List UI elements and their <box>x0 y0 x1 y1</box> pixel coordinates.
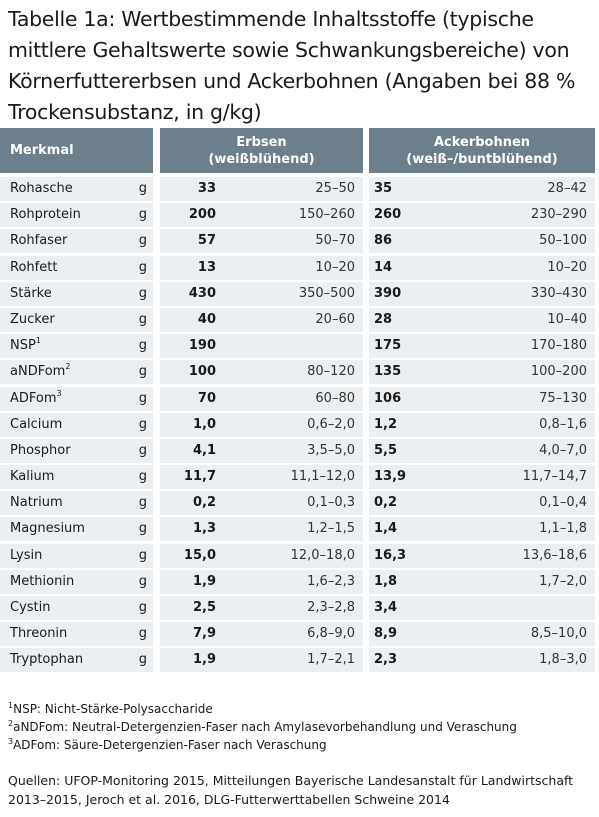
ackerbohnen-mean-text: 135 <box>374 364 402 380</box>
ackerbohnen-mean <box>369 256 419 280</box>
row-unit <box>129 282 153 306</box>
ackerbohnen-range-text: 10–20 <box>547 259 587 275</box>
ackerbohnen-range <box>419 334 595 358</box>
row-unit-text: g <box>138 626 147 642</box>
row-unit-text: g <box>138 469 147 485</box>
footnote-text: aNDFom: Neutral-Detergenzien-Faser nach Amylasevorbehandlung und Veraschung <box>13 720 517 734</box>
footnote-text: ADFom: Säure-Detergenzien-Faser nach Veraschung <box>13 738 327 752</box>
ackerbohnen-range <box>419 308 595 332</box>
erbsen-mean <box>160 491 230 515</box>
erbsen-mean <box>160 282 230 306</box>
row-unit <box>129 648 153 672</box>
row-name <box>0 439 129 463</box>
row-name <box>0 622 129 646</box>
erbsen-range <box>230 517 363 541</box>
erbsen-mean <box>160 517 230 541</box>
row-unit <box>129 256 153 280</box>
row-name <box>0 648 129 672</box>
row-unit <box>129 413 153 437</box>
row-name <box>0 544 129 568</box>
table-row <box>0 203 599 229</box>
erbsen-range-text: 1,6–2,3 <box>307 573 355 589</box>
erbsen-mean <box>160 648 230 672</box>
erbsen-range-text: 10–20 <box>315 259 355 275</box>
erbsen-range-text: 1,2–1,5 <box>307 521 355 537</box>
erbsen-range-text: 150–260 <box>298 207 355 223</box>
row-unit <box>129 570 153 594</box>
erbsen-range-text: 0,6–2,0 <box>307 416 355 432</box>
table-row <box>0 413 599 439</box>
ackerbohnen-range <box>419 648 595 672</box>
row-unit-text: g <box>138 338 147 354</box>
erbsen-range <box>230 439 363 463</box>
ackerbohnen-mean <box>369 413 419 437</box>
row-unit <box>129 544 153 568</box>
erbsen-mean-text: 1,9 <box>192 652 216 668</box>
erbsen-mean <box>160 360 230 384</box>
ackerbohnen-mean <box>369 570 419 594</box>
row-name <box>0 177 129 201</box>
ackerbohnen-mean <box>369 622 419 646</box>
row-name <box>0 387 129 411</box>
row-unit <box>129 334 153 358</box>
erbsen-range-text: 20–60 <box>315 311 355 327</box>
ackerbohnen-range <box>419 491 595 515</box>
row-unit-text: g <box>138 390 147 406</box>
row-name-text: Rohprotein <box>10 207 81 223</box>
ackerbohnen-range <box>419 282 595 306</box>
ackerbohnen-mean <box>369 439 419 463</box>
erbsen-mean-text: 1,0 <box>192 416 216 432</box>
row-name-text: NSP <box>10 338 36 354</box>
row-unit <box>129 439 153 463</box>
erbsen-range-text: 1,7–2,1 <box>307 652 355 668</box>
row-name-text: Magnesium <box>10 521 85 537</box>
ackerbohnen-range-text: 0,1–0,4 <box>539 495 587 511</box>
row-name <box>0 229 129 253</box>
table-row <box>0 308 599 334</box>
row-unit-text: g <box>138 652 147 668</box>
footnote-text: NSP: Nicht-Stärke-Polysaccharide <box>13 702 213 716</box>
row-footnote-mark: 3 <box>56 388 62 398</box>
row-name-text: Lysin <box>10 547 43 563</box>
ackerbohnen-mean <box>369 229 419 253</box>
row-name-text: Rohasche <box>10 181 73 196</box>
ackerbohnen-mean-text: 14 <box>374 259 393 275</box>
row-name-text: Cystin <box>10 600 51 615</box>
ackerbohnen-mean <box>369 360 419 384</box>
row-name <box>0 360 129 384</box>
ackerbohnen-range-text: 50–100 <box>539 233 587 249</box>
erbsen-mean-text: 2,5 <box>192 600 216 615</box>
table-row <box>0 282 599 308</box>
erbsen-range <box>230 256 363 280</box>
ackerbohnen-mean <box>369 491 419 515</box>
ackerbohnen-mean-text: 106 <box>374 390 402 406</box>
ackerbohnen-mean-text: 86 <box>374 233 393 249</box>
erbsen-range <box>230 360 363 384</box>
erbsen-mean <box>160 439 230 463</box>
erbsen-mean-text: 40 <box>197 311 216 327</box>
erbsen-range-text: 6,8–9,0 <box>307 626 355 642</box>
erbsen-range <box>230 648 363 672</box>
ackerbohnen-range-text: 170–180 <box>530 338 587 354</box>
erbsen-mean <box>160 544 230 568</box>
row-unit <box>129 517 153 541</box>
row-name-text: Calcium <box>10 416 63 432</box>
ackerbohnen-range <box>419 229 595 253</box>
erbsen-range-text: 2,3–2,8 <box>307 600 355 615</box>
erbsen-range-text: 0,1–0,3 <box>307 495 355 511</box>
nutrient-table <box>0 128 599 675</box>
erbsen-mean-text: 190 <box>188 338 216 354</box>
ackerbohnen-range <box>419 387 595 411</box>
ackerbohnen-mean-text: 390 <box>374 285 402 301</box>
row-footnote-mark: 1 <box>35 336 41 346</box>
erbsen-range-text: 11,1–12,0 <box>290 469 355 485</box>
header-ackerbohnen-subtitle: (weiß–/buntblühend) <box>406 152 558 167</box>
footnote-number: 3 <box>8 737 14 746</box>
row-unit-text: g <box>138 495 147 511</box>
erbsen-range-text: 350–500 <box>298 285 355 301</box>
header-merkmal <box>0 128 153 173</box>
erbsen-mean-text: 33 <box>197 181 216 196</box>
ackerbohnen-mean-text: 28 <box>374 311 393 327</box>
erbsen-mean <box>160 177 230 201</box>
ackerbohnen-range <box>419 570 595 594</box>
ackerbohnen-mean-text: 5,5 <box>374 442 398 458</box>
row-name <box>0 465 129 489</box>
ackerbohnen-mean <box>369 177 419 201</box>
erbsen-range-text: 25–50 <box>315 181 355 196</box>
erbsen-range <box>230 570 363 594</box>
ackerbohnen-mean-text: 3,4 <box>374 600 398 615</box>
row-name <box>0 308 129 332</box>
table-row <box>0 256 599 282</box>
ackerbohnen-range-text: 4,0–7,0 <box>539 442 587 458</box>
table-row <box>0 648 599 674</box>
erbsen-mean-text: 0,2 <box>192 495 216 511</box>
erbsen-range <box>230 413 363 437</box>
row-name <box>0 517 129 541</box>
row-unit <box>129 387 153 411</box>
row-name-text: Tryptophan <box>10 652 84 668</box>
ackerbohnen-mean <box>369 203 419 227</box>
erbsen-mean <box>160 256 230 280</box>
table-row <box>0 517 599 543</box>
table-row <box>0 491 599 517</box>
row-unit <box>129 360 153 384</box>
row-footnote-mark: 2 <box>65 362 71 372</box>
erbsen-mean-text: 7,9 <box>192 626 216 642</box>
footnotes <box>8 700 593 754</box>
table-row <box>0 596 599 622</box>
erbsen-range <box>230 387 363 411</box>
erbsen-mean <box>160 387 230 411</box>
erbsen-range <box>230 465 363 489</box>
ackerbohnen-range-text: 1,7–2,0 <box>539 573 587 589</box>
table-row <box>0 465 599 491</box>
ackerbohnen-range-text: 330–430 <box>530 285 587 301</box>
erbsen-range-text: 3,5–5,0 <box>307 442 355 458</box>
erbsen-mean-text: 100 <box>188 364 216 380</box>
erbsen-mean <box>160 308 230 332</box>
erbsen-mean-text: 13 <box>197 259 216 275</box>
row-name-text: aNDFom <box>10 364 66 380</box>
header-erbsen <box>160 128 363 173</box>
table-row <box>0 544 599 570</box>
table-title: Tabelle 1a: Wertbestimmende Inhaltsstoffe (typische mittlere Gehaltswerte sowie Schwankungsbereiche) von Körnerfuttererbsen und Ackerbohnen (Angaben bei 88 % Trockensubstanz, in g/kg) <box>8 7 576 124</box>
ackerbohnen-mean <box>369 648 419 672</box>
footnote <box>8 700 593 718</box>
ackerbohnen-range-text: 230–290 <box>530 207 587 223</box>
sources-note: Quellen: UFOP-Monitoring 2015, Mitteilungen Bayerische Landesanstalt für Landwirtschaft 2013–2015, Jeroch et al. 2016, DLG-Futterwerttabellen Schweine 2014 <box>8 773 574 807</box>
row-unit <box>129 203 153 227</box>
ackerbohnen-range-text: 100–200 <box>530 364 587 380</box>
erbsen-mean <box>160 465 230 489</box>
row-name <box>0 256 129 280</box>
ackerbohnen-mean-text: 35 <box>374 181 393 196</box>
ackerbohnen-range <box>419 465 595 489</box>
row-name <box>0 413 129 437</box>
ackerbohnen-range-text: 28–42 <box>547 181 587 196</box>
ackerbohnen-range-text: 0,8–1,6 <box>539 416 587 432</box>
row-unit <box>129 596 153 620</box>
erbsen-mean <box>160 570 230 594</box>
erbsen-range <box>230 544 363 568</box>
row-unit-text: g <box>138 416 147 432</box>
erbsen-range <box>230 229 363 253</box>
erbsen-range-text: 12,0–18,0 <box>290 547 355 563</box>
row-unit <box>129 229 153 253</box>
ackerbohnen-mean <box>369 517 419 541</box>
erbsen-mean-text: 430 <box>188 285 216 301</box>
erbsen-mean-text: 57 <box>197 233 216 249</box>
ackerbohnen-mean <box>369 282 419 306</box>
ackerbohnen-mean-text: 260 <box>374 207 402 223</box>
erbsen-mean-text: 11,7 <box>183 469 216 485</box>
erbsen-mean <box>160 622 230 646</box>
ackerbohnen-range <box>419 622 595 646</box>
table-header <box>0 128 599 177</box>
footnote-number: 1 <box>8 701 14 710</box>
row-name-text: Zucker <box>10 311 55 327</box>
erbsen-mean <box>160 413 230 437</box>
ackerbohnen-mean-text: 1,2 <box>374 416 398 432</box>
header-merkmal-label: Merkmal <box>10 143 74 158</box>
row-name-text: Natrium <box>10 495 63 511</box>
row-name-text: Kalium <box>10 469 55 485</box>
erbsen-mean-text: 15,0 <box>183 547 216 563</box>
table-row <box>0 177 599 203</box>
row-unit <box>129 491 153 515</box>
row-name-text: ADFom <box>10 390 57 406</box>
row-name-text: Methionin <box>10 573 75 589</box>
ackerbohnen-range <box>419 360 595 384</box>
erbsen-range-text: 80–120 <box>307 364 355 380</box>
erbsen-range <box>230 308 363 332</box>
ackerbohnen-range-text: 8,5–10,0 <box>530 626 587 642</box>
ackerbohnen-mean-text: 175 <box>374 338 402 354</box>
ackerbohnen-mean-text: 13,9 <box>374 469 407 485</box>
erbsen-mean-text: 1,9 <box>192 573 216 589</box>
row-unit <box>129 622 153 646</box>
ackerbohnen-range <box>419 203 595 227</box>
footnote-number: 2 <box>8 719 14 728</box>
erbsen-range-text: 50–70 <box>315 233 355 249</box>
table-body <box>0 177 599 675</box>
ackerbohnen-range <box>419 544 595 568</box>
row-unit <box>129 177 153 201</box>
erbsen-range <box>230 177 363 201</box>
row-unit-text: g <box>138 207 147 223</box>
erbsen-range <box>230 622 363 646</box>
table-row <box>0 229 599 255</box>
row-unit-text: g <box>138 573 147 589</box>
erbsen-range <box>230 282 363 306</box>
erbsen-mean <box>160 229 230 253</box>
row-name <box>0 596 129 620</box>
row-name-text: Threonin <box>10 626 68 642</box>
ackerbohnen-mean <box>369 334 419 358</box>
row-unit-text: g <box>138 521 147 537</box>
erbsen-range-text: 60–80 <box>315 390 355 406</box>
row-unit <box>129 308 153 332</box>
row-unit-text: g <box>138 285 147 301</box>
row-unit-text: g <box>138 233 147 249</box>
row-unit <box>129 465 153 489</box>
row-name <box>0 570 129 594</box>
ackerbohnen-range-text: 11,7–14,7 <box>522 469 587 485</box>
ackerbohnen-mean-text: 1,8 <box>374 573 398 589</box>
ackerbohnen-mean <box>369 544 419 568</box>
erbsen-mean <box>160 596 230 620</box>
ackerbohnen-range <box>419 256 595 280</box>
row-unit-text: g <box>138 259 147 275</box>
erbsen-mean-text: 70 <box>197 390 216 406</box>
row-name <box>0 334 129 358</box>
erbsen-range <box>230 334 363 358</box>
erbsen-range <box>230 203 363 227</box>
erbsen-mean-text: 4,1 <box>192 442 216 458</box>
ackerbohnen-range-text: 1,1–1,8 <box>539 521 587 537</box>
row-name <box>0 282 129 306</box>
header-ackerbohnen-title: Ackerbohnen <box>433 135 531 150</box>
ackerbohnen-mean-text: 8,9 <box>374 626 398 642</box>
row-unit-text: g <box>138 311 147 327</box>
ackerbohnen-mean-text: 2,3 <box>374 652 398 668</box>
row-name-text: Stärke <box>10 285 52 301</box>
footnote <box>8 736 593 754</box>
ackerbohnen-range-text: 75–130 <box>539 390 587 406</box>
erbsen-mean-text: 1,3 <box>192 521 216 537</box>
ackerbohnen-mean-text: 1,4 <box>374 521 398 537</box>
table-row <box>0 387 599 413</box>
row-name-text: Rohfett <box>10 259 58 275</box>
ackerbohnen-range-text: 10–40 <box>547 311 587 327</box>
ackerbohnen-mean <box>369 596 419 620</box>
ackerbohnen-range-text: 13,6–18,6 <box>522 547 587 563</box>
erbsen-mean <box>160 334 230 358</box>
row-unit-text: g <box>138 364 147 380</box>
ackerbohnen-mean <box>369 308 419 332</box>
ackerbohnen-range-text: 1,8–3,0 <box>539 652 587 668</box>
erbsen-mean-text: 200 <box>188 207 216 223</box>
table-row <box>0 622 599 648</box>
ackerbohnen-mean <box>369 387 419 411</box>
table-row <box>0 360 599 386</box>
row-name <box>0 203 129 227</box>
table-row <box>0 439 599 465</box>
ackerbohnen-range <box>419 413 595 437</box>
row-name <box>0 491 129 515</box>
header-erbsen-title: Erbsen <box>236 135 287 150</box>
table-row <box>0 334 599 360</box>
header-ackerbohnen <box>369 128 595 173</box>
row-unit-text: g <box>138 600 147 615</box>
row-name-text: Rohfaser <box>10 233 68 249</box>
footnote <box>8 718 593 736</box>
erbsen-range <box>230 491 363 515</box>
ackerbohnen-range <box>419 517 595 541</box>
ackerbohnen-mean-text: 0,2 <box>374 495 398 511</box>
erbsen-mean <box>160 203 230 227</box>
header-erbsen-subtitle: (weißblühend) <box>208 152 315 167</box>
ackerbohnen-mean <box>369 465 419 489</box>
ackerbohnen-range <box>419 177 595 201</box>
row-unit-text: g <box>138 442 147 458</box>
ackerbohnen-mean-text: 16,3 <box>374 547 407 563</box>
row-name-text: Phosphor <box>10 442 71 458</box>
ackerbohnen-range <box>419 439 595 463</box>
row-unit-text: g <box>138 181 147 196</box>
row-unit-text: g <box>138 547 147 563</box>
ackerbohnen-range <box>419 596 595 620</box>
table-row <box>0 570 599 596</box>
erbsen-range <box>230 596 363 620</box>
